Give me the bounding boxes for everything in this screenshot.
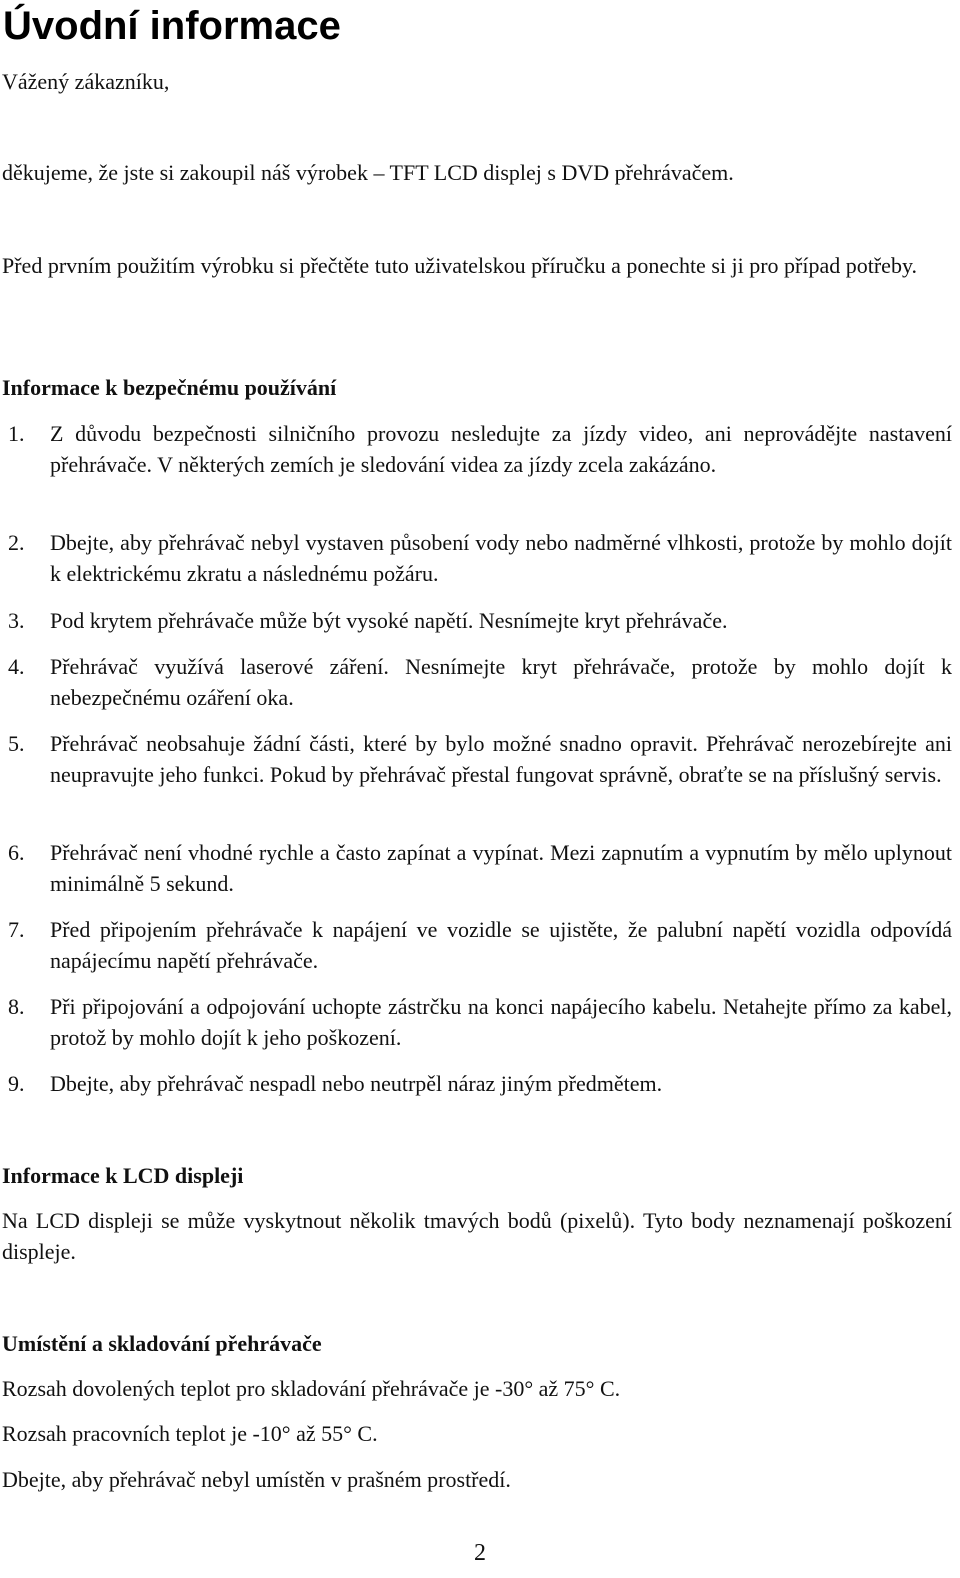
safety-item-number: 8. xyxy=(8,994,25,1019)
page-number: 2 xyxy=(474,1540,486,1566)
safety-item-text: Přehrávač využívá laserové záření. Nesnímejte kryt přehrávače, protože by mohlo dojít k nebezpečnému ozáření oka. xyxy=(50,654,952,710)
storage-line-1: Rozsah dovolených teplot pro skladování přehrávače je -30° až 75° C. xyxy=(2,1376,621,1401)
safety-item-number: 2. xyxy=(8,530,25,555)
safety-item-1 xyxy=(2,418,952,480)
safety-item-text: Před připojením přehrávače k napájení ve vozidle se ujistěte, že palubní napětí vozidla odpovídá napájecímu napětí přehrávače. xyxy=(50,917,952,973)
safety-item-number: 5. xyxy=(8,731,25,756)
safety-item-text: Z důvodu bezpečnosti silničního provozu nesledujte za jízdy video, ani neprovádějte nastavení přehrávače. V některých zemích je sledování videa za jízdy zcela zakázáno. xyxy=(50,421,952,477)
safety-item-9 xyxy=(2,1068,952,1099)
safety-item-text: Při připojování a odpojování uchopte zástrčku na konci napájecího kabelu. Netahejte přímo za kabel, protož by mohlo dojít k jeho poškození. xyxy=(50,994,952,1050)
safety-item-number: 6. xyxy=(8,840,25,865)
lcd-heading: Informace k LCD displeji xyxy=(2,1163,244,1188)
greeting: Vážený zákazníku, xyxy=(2,69,170,94)
safety-heading: Informace k bezpečnému používání xyxy=(2,375,337,400)
page-title: Úvodní informace xyxy=(3,4,341,48)
safety-item-7 xyxy=(2,914,952,976)
safety-item-number: 4. xyxy=(8,654,25,679)
storage-heading: Umístění a skladování přehrávače xyxy=(2,1331,322,1356)
safety-item-text: Pod krytem přehrávače může být vysoké napětí. Nesnímejte kryt přehrávače. xyxy=(50,608,728,633)
safety-item-number: 1. xyxy=(8,421,25,446)
safety-item-8 xyxy=(2,991,952,1053)
intro-paragraph-2: Před prvním použitím výrobku si přečtěte tuto uživatelskou příručku a ponechte si ji pro případ potřeby. xyxy=(2,253,918,278)
safety-item-text: Přehrávač není vhodné rychle a často zapínat a vypínat. Mezi zapnutím a vypnutím by mělo uplynout minimálně 5 sekund. xyxy=(50,840,952,896)
safety-item-2 xyxy=(2,527,952,589)
safety-item-5 xyxy=(2,728,952,790)
safety-item-text: Přehrávač neobsahuje žádní části, které by bylo možné snadno opravit. Přehrávač nerozebírejte ani neupravujte jeho funkci. Pokud by přehrávač přestal fungovat správně, obraťte se na příslušný servis. xyxy=(50,731,952,787)
safety-item-3 xyxy=(2,605,952,636)
safety-item-text: Dbejte, aby přehrávač nebyl vystaven působení vody nebo nadměrné vlhkosti, protože by mohlo dojít k elektrickému zkratu a následnému požáru. xyxy=(50,530,952,586)
safety-item-number: 9. xyxy=(8,1071,25,1096)
storage-line-2: Rozsah pracovních teplot je -10° až 55° C. xyxy=(2,1421,378,1446)
lcd-paragraph: Na LCD displeji se může vyskytnout několik tmavých bodů (pixelů). Tyto body neznamenají poškození displeje. xyxy=(2,1208,952,1264)
safety-item-number: 7. xyxy=(8,917,25,942)
safety-item-text: Dbejte, aby přehrávač nespadl nebo neutrpěl náraz jiným předmětem. xyxy=(50,1071,663,1096)
safety-item-number: 3. xyxy=(8,608,25,633)
safety-item-4 xyxy=(2,651,952,713)
safety-item-6 xyxy=(2,837,952,899)
intro-paragraph-1: děkujeme, že jste si zakoupil náš výrobek – TFT LCD displej s DVD přehrávačem. xyxy=(2,160,734,185)
storage-line-3: Dbejte, aby přehrávač nebyl umístěn v prašném prostředí. xyxy=(2,1467,511,1492)
